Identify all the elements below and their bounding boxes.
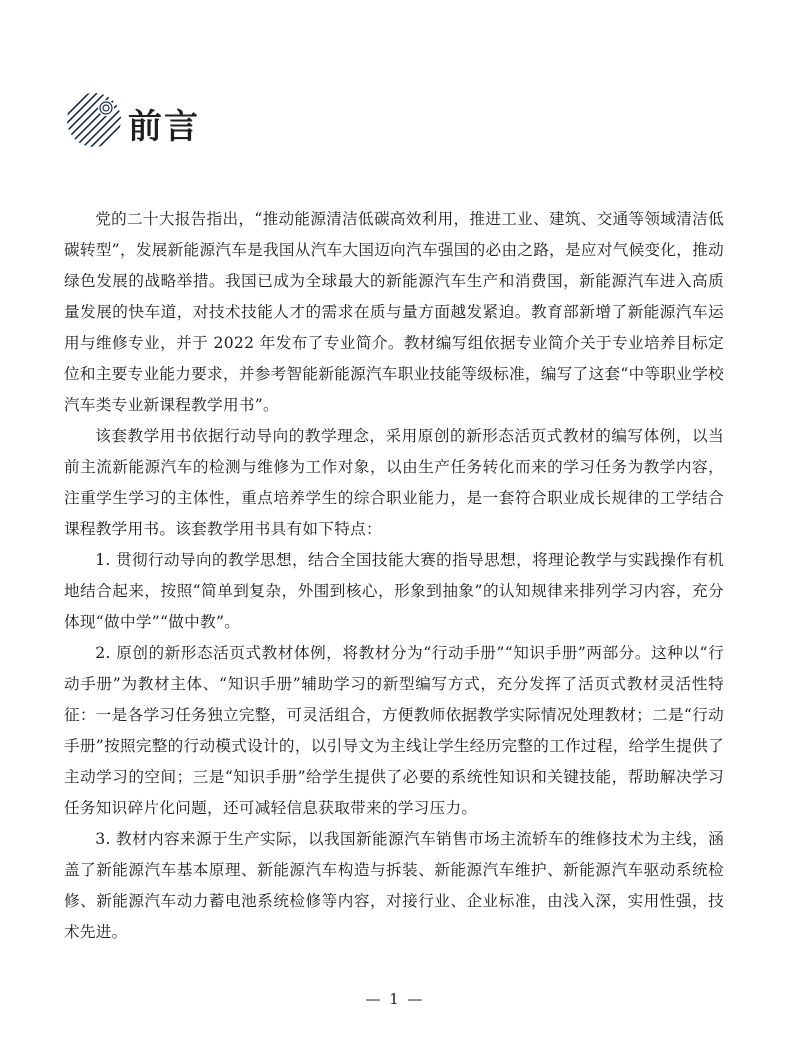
- striped-circle-logo-icon: [66, 92, 122, 148]
- paragraph: 2. 原创的新形态活页式教材体例，将教材分为“行动手册”“知识手册”两部分。这种以“行动手册”为教材主体、“知识手册”辅助学习的新型编写方式，充分发挥了活页式教材灵活性特征：一是各学习任务独立完整，可灵活组合，方便教师依据教学实际情况处理教材；二是“行动手册”按照完整的行动模式设计的，以引导文为主线让学生经历完整的工作过程，给学生提供了主动学习的空间；三是“知识手册”给学生提供了必要的系统性知识和关键技能，帮助解决学习任务知识碎片化问题，还可减轻信息获取带来的学习压力。: [64, 644, 724, 817]
- paragraph: 3. 教材内容来源于生产实际，以我国新能源汽车销售市场主流轿车的维修技术为主线，涵盖了新能源汽车基本原理、新能源汽车构造与拆装、新能源汽车维护、新能源汽车驱动系统检修、新能源汽车动力蓄电池系统检修等内容，对接行业、企业标准，由浅入深，实用性强，技术先进。: [64, 830, 724, 941]
- preface-heading: [66, 80, 200, 160]
- paragraph: 1. 贯彻行动导向的教学思想，结合全国技能大赛的指导思想，将理论教学与实践操作有机地结合起来，按照“简单到复杂，外围到核心，形象到抽象”的认知规律来排列学习内容，充分体现“做中学”“做中教”。: [64, 551, 724, 631]
- paragraph: 该套教学用书依据行动导向的教学理念，采用原创的新形态活页式教材的编写体例，以当前主流新能源汽车的检测与维修为工作对象，以由生产任务转化而来的学习任务为教学内容，注重学生学习的主体性，重点培养学生的综合职业能力，是一套符合职业成长规律的工学结合课程教学用书。该套教学用书具有如下特点：: [64, 427, 724, 538]
- page-title: 前言: [128, 106, 200, 147]
- preface-body: [64, 204, 724, 948]
- page-number: — 1 —: [365, 990, 425, 1008]
- paragraph: 党的二十大报告指出，“推动能源清洁低碳高效利用，推进工业、建筑、交通等领域清洁低碳转型”，发展新能源汽车是我国从汽车大国迈向汽车强国的必由之路，是应对气候变化，推动绿色发展的战略举措。我国已成为全球最大的新能源汽车生产和消费国，新能源汽车进入高质量发展的快车道，对技术技能人才的需求在质与量方面越发紧迫。教育部新增了新能源汽车运用与维修专业，并于 2022 年发布了专业简介。教材编写组依据专业简介关于专业培养目标定位和主要专业能力要求，并参考智能新能源汽车职业技能等级标准，编写了这套“中等职业学校汽车类专业新课程教学用书”。: [64, 210, 724, 414]
